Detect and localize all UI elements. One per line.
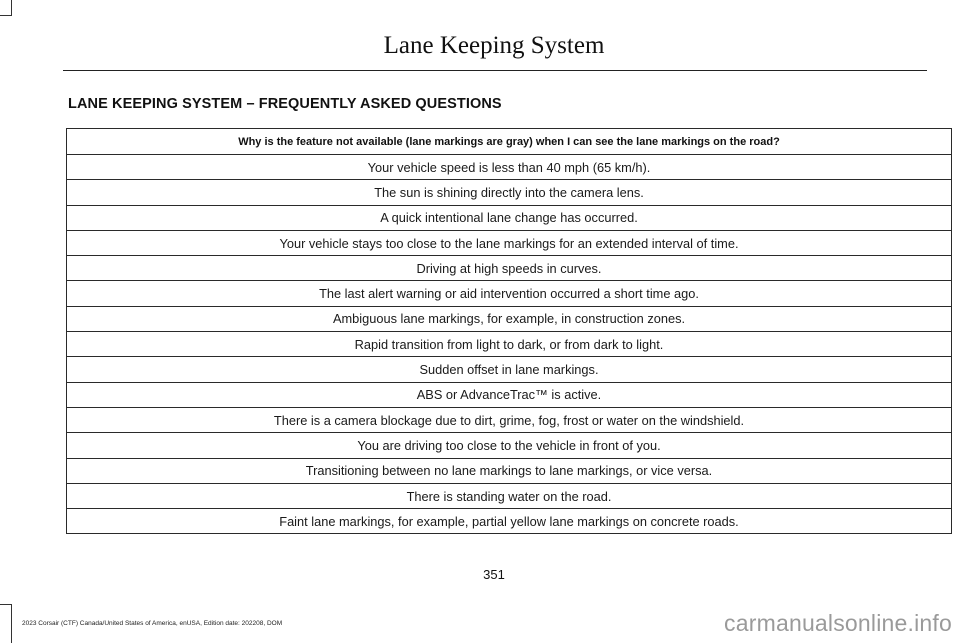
- crop-mark-bottom-left-v: [11, 604, 12, 643]
- table-cell: Your vehicle stays too close to the lane markings for an extended interval of time.: [67, 230, 952, 255]
- table-row: [67, 256, 952, 281]
- table-row: [67, 407, 952, 432]
- crop-mark-top-left-v: [11, 0, 12, 16]
- table-cell: You are driving too close to the vehicle in front of you.: [67, 433, 952, 458]
- table-row: [67, 205, 952, 230]
- watermark: carmanualsonline.info: [724, 610, 952, 636]
- table-cell: Your vehicle speed is less than 40 mph (65 km/h).: [67, 155, 952, 180]
- table-row: [67, 382, 952, 407]
- table-cell: A quick intentional lane change has occurred.: [67, 205, 952, 230]
- table-row: [67, 357, 952, 382]
- table-cell: The last alert warning or aid intervention occurred a short time ago.: [67, 281, 952, 306]
- header-divider: [63, 70, 927, 71]
- table-row: [67, 281, 952, 306]
- table-cell: Faint lane markings, for example, partial yellow lane markings on concrete roads.: [67, 509, 952, 534]
- table-cell: Sudden offset in lane markings.: [67, 357, 952, 382]
- table-row: [67, 180, 952, 205]
- table-cell: There is a camera blockage due to dirt, grime, fog, frost or water on the windshield.: [67, 407, 952, 432]
- table-row: [67, 332, 952, 357]
- question-header: Why is the feature not available (lane markings are gray) when I can see the lane markings on the road?: [67, 129, 952, 155]
- table-cell: Driving at high speeds in curves.: [67, 256, 952, 281]
- table-row: [67, 483, 952, 508]
- table-cell: Rapid transition from light to dark, or from dark to light.: [67, 332, 952, 357]
- page-number: 351: [483, 567, 505, 582]
- crop-mark-bottom-left-h: [0, 604, 12, 605]
- faq-table: [66, 128, 952, 534]
- crop-mark-top-left-h: [0, 15, 12, 16]
- table-cell: ABS or AdvanceTrac™ is active.: [67, 382, 952, 407]
- table-row: [67, 458, 952, 483]
- table-row: [67, 433, 952, 458]
- table-row: [67, 230, 952, 255]
- table-row: [67, 155, 952, 180]
- edition-footer: 2023 Corsair (CTF) Canada/United States of America, enUSA, Edition date: 202208, DOM: [22, 620, 283, 627]
- table-cell: Ambiguous lane markings, for example, in construction zones.: [67, 306, 952, 331]
- table-header-row: [67, 129, 952, 155]
- table-cell: There is standing water on the road.: [67, 483, 952, 508]
- table-cell: The sun is shining directly into the camera lens.: [67, 180, 952, 205]
- table-row: [67, 306, 952, 331]
- table-row: [67, 509, 952, 534]
- section-heading: LANE KEEPING SYSTEM – FREQUENTLY ASKED QUESTIONS: [68, 96, 502, 112]
- page-header-title: Lane Keeping System: [383, 32, 605, 59]
- table-cell: Transitioning between no lane markings to lane markings, or vice versa.: [67, 458, 952, 483]
